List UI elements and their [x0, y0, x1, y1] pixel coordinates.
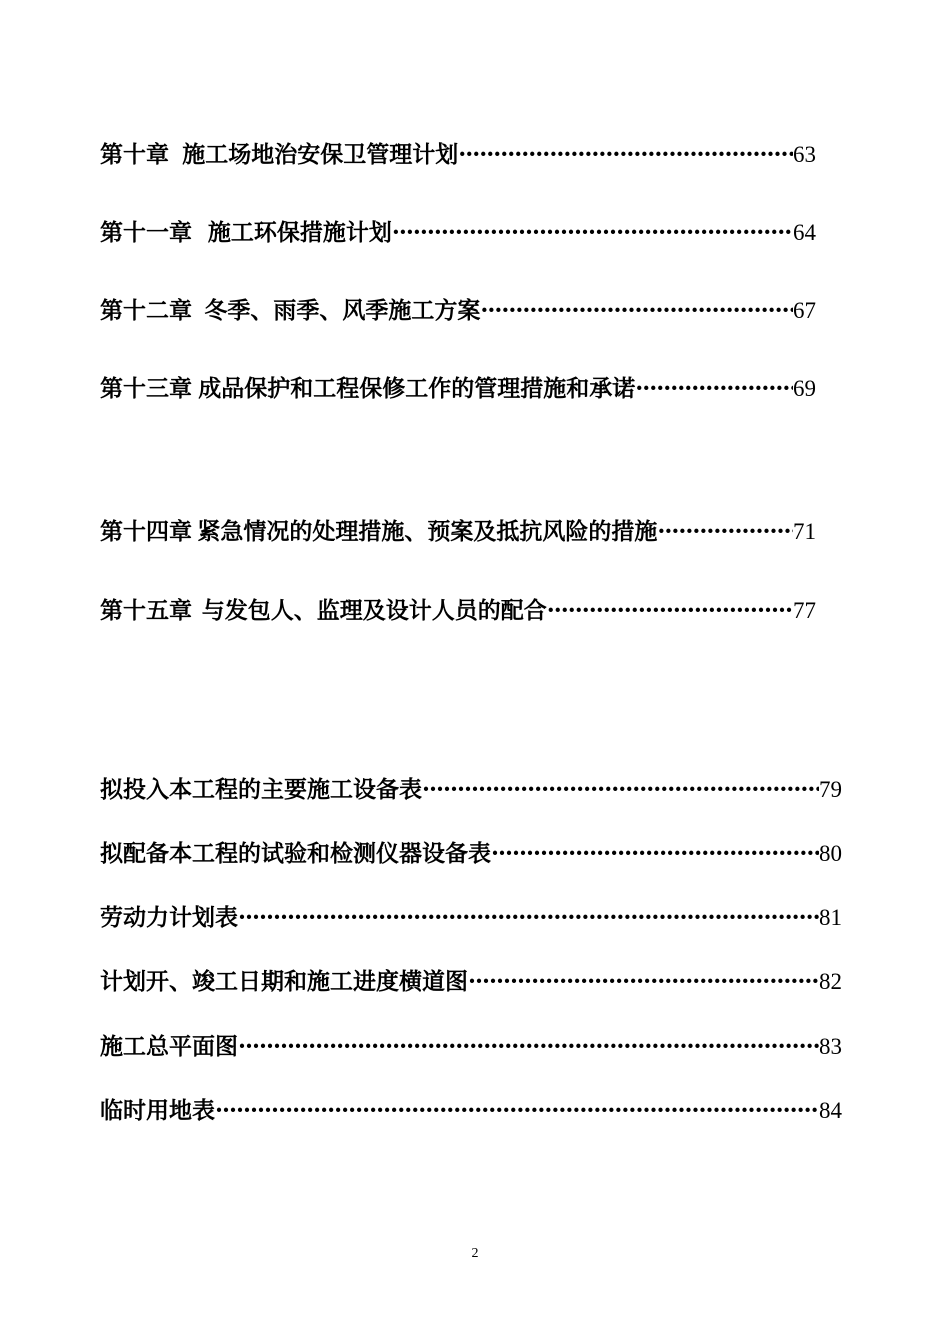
toc-entry-appendix-temporary-land[interactable] — [100, 1096, 842, 1126]
toc-leader-dots — [491, 839, 819, 869]
page-number: 2 — [471, 1246, 479, 1261]
toc-entry-chapter-13[interactable] — [100, 374, 816, 404]
toc-page-number: 77 — [793, 598, 816, 623]
toc-page-number: 79 — [819, 777, 842, 802]
toc-entry-title: 临时用地表 — [100, 1097, 215, 1124]
toc-entry-appendix-schedule[interactable] — [100, 967, 842, 997]
toc-entry-appendix-equipment[interactable] — [100, 775, 842, 805]
toc-leader-dots — [238, 1032, 819, 1062]
toc-page-number: 69 — [793, 376, 816, 401]
toc-chapter-number: 第十四章 — [100, 518, 192, 545]
toc-leader-dots — [215, 1096, 819, 1126]
toc-entry-chapter-15[interactable] — [100, 596, 816, 626]
toc-leader-dots — [480, 296, 793, 326]
toc-entry-title: 成品保护和工程保修工作的管理措施和承诺 — [198, 375, 636, 402]
toc-page-number: 67 — [793, 298, 816, 323]
toc-entry-appendix-site-plan[interactable] — [100, 1032, 842, 1062]
toc-leader-dots — [392, 218, 793, 248]
toc-chapter-number: 第十章 — [100, 141, 169, 168]
toc-page-number: 81 — [819, 905, 842, 930]
toc-entry-title: 紧急情况的处理措施、预案及抵抗风险的措施 — [197, 518, 658, 545]
toc-entry-title: 与发包人、监理及设计人员的配合 — [201, 597, 547, 624]
toc-entry-title: 施工环保措施计划 — [207, 219, 392, 246]
toc-entry-chapter-11[interactable] — [100, 218, 816, 248]
toc-page-number: 83 — [819, 1034, 842, 1059]
toc-entry-chapter-12[interactable] — [100, 296, 816, 326]
toc-leader-dots — [635, 374, 793, 404]
toc-page-number: 71 — [793, 519, 816, 544]
toc-entry-title: 计划开、竣工日期和施工进度横道图 — [100, 968, 468, 995]
toc-entry-chapter-10[interactable] — [100, 140, 816, 170]
toc-chapter-number: 第十五章 — [100, 597, 192, 624]
toc-entry-title: 拟投入本工程的主要施工设备表 — [100, 776, 422, 803]
toc-page-number: 82 — [819, 969, 842, 994]
toc-entry-appendix-test-instruments[interactable] — [100, 839, 842, 869]
toc-leader-dots — [657, 517, 793, 547]
toc-entry-chapter-14[interactable] — [100, 517, 816, 547]
toc-leader-dots — [468, 967, 819, 997]
toc-chapter-number: 第十一章 — [100, 219, 192, 246]
toc-entry-title: 劳动力计划表 — [100, 904, 238, 931]
toc-leader-dots — [547, 596, 793, 626]
toc-leader-dots — [422, 775, 819, 805]
toc-chapter-number: 第十三章 — [100, 375, 192, 402]
toc-entry-title: 拟配备本工程的试验和检测仪器设备表 — [100, 840, 491, 867]
toc-entry-title: 冬季、雨季、风季施工方案 — [204, 297, 481, 324]
toc-page-number: 80 — [819, 841, 842, 866]
toc-entry-title: 施工总平面图 — [100, 1033, 238, 1060]
toc-entry-appendix-labor-plan[interactable] — [100, 903, 842, 933]
toc-page-number: 84 — [819, 1098, 842, 1123]
toc-leader-dots — [238, 903, 819, 933]
toc-page-number: 63 — [793, 142, 816, 167]
toc-chapter-number: 第十二章 — [100, 297, 192, 324]
toc-page-number: 64 — [793, 220, 816, 245]
toc-entry-title: 施工场地治安保卫管理计划 — [182, 141, 459, 168]
toc-leader-dots — [458, 140, 793, 170]
